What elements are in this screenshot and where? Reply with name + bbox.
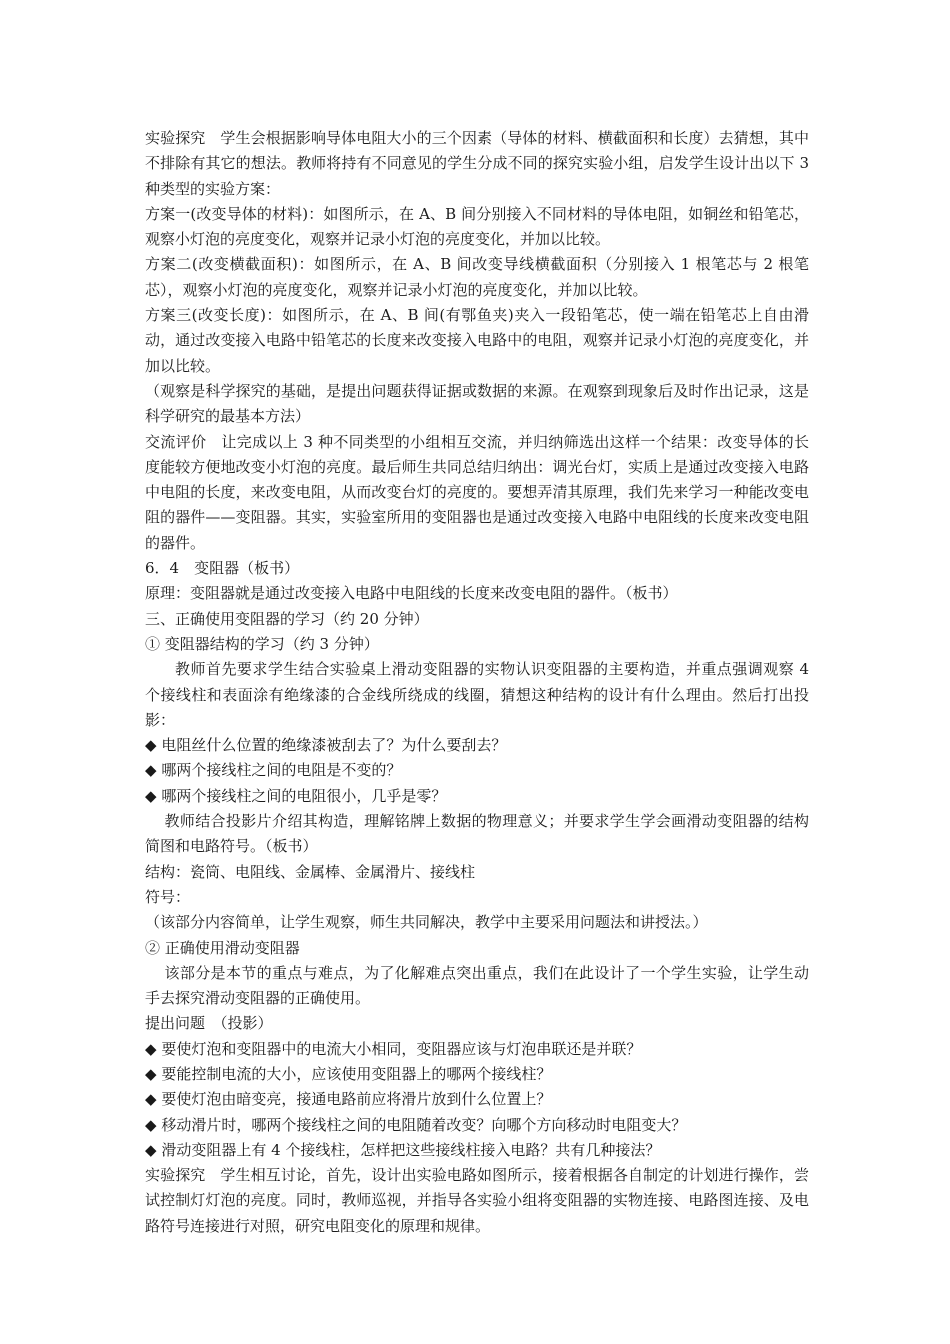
paragraph-text: 结构：瓷筒、电阻线、金属棒、金属滑片、接线柱: [145, 862, 476, 881]
paragraph-label: 实验探究: [145, 129, 206, 147]
paragraph: [145, 1163, 809, 1239]
paragraph-text: （观察是科学探究的基础，是提出问题获得证据或数据的来源。在观察到现象后及时作出记录，这是科学研究的最基本方法）: [145, 381, 809, 426]
paragraph-text: 要使灯泡由暗变亮，接通电路前应将滑片放到什么位置上？: [161, 1090, 552, 1109]
paragraph-text: 三、正确使用变阻器的学习（约 20 分钟）: [145, 609, 429, 628]
bullet-item: [145, 1113, 809, 1138]
paragraph: [145, 657, 809, 733]
paragraph-label: 交流评价: [145, 432, 207, 451]
paragraph: [145, 885, 809, 910]
paragraph-text: 学生会根据影响导体电阻大小的三个因素（导体的材料、横截面积和长度）去猜想，其中不排除有其它的想法。教师将持有不同意见的学生分成不同的探究实验小组，启发学生设计出以下 3 种类型的实验方案：: [145, 129, 809, 198]
paragraph-text: 方案一(改变导体的材料)：如图所示，在 A、B 间分别接入不同材料的导体电阻，如铜丝和铅笔芯，观察小灯泡的亮度变化，观察并记录小灯泡的亮度变化，并加以比较。: [145, 204, 809, 249]
paragraph: [145, 202, 809, 253]
bullet-item: [145, 758, 809, 783]
paragraph-label: 实验探究: [145, 1166, 206, 1185]
paragraph: [145, 910, 809, 935]
paragraph: [145, 607, 809, 632]
bullet-item: [145, 1138, 809, 1163]
paragraph-text: 该部分是本节的重点与难点，为了化解难点突出重点，我们在此设计了一个学生实验，让学生动手去探究滑动变阻器的正确使用。: [145, 963, 809, 1008]
paragraph-text: 6．4 变阻器（板书）: [145, 559, 300, 578]
document-body: [145, 126, 809, 1239]
bullet-item: [145, 1062, 809, 1087]
paragraph: [145, 252, 809, 303]
paragraph: [145, 1011, 809, 1036]
paragraph: [145, 809, 809, 860]
paragraph-text: 学生相互讨论，首先，设计出实验电路如图所示，接着根据各自制定的计划进行操作，尝试控制灯灯泡的亮度。同时，教师巡视，并指导各实验小组将变阻器的实物连接、电路图连接、及电路符号连接进行对照，研究电阻变化的原理和规律。: [145, 1166, 809, 1235]
paragraph-text: 符号：: [145, 887, 191, 906]
paragraph: [145, 632, 809, 657]
bullet-item: [145, 784, 809, 809]
paragraph: [145, 556, 809, 581]
paragraph: [145, 860, 809, 885]
paragraph-text: 让完成以上 3 种不同类型的小组相互交流，并归纳筛选出这样一个结果：改变导体的长度能较方便地改变小灯泡的亮度。最后师生共同总结归纳出：调光台灯，实质上是通过改变接入电路中电阻的长度，来改变电阻，从而改变台灯的亮度的。要想弄清其原理，我们先来学习一种能改变电阻的器件——变阻器。其实，实验室所用的变阻器也是通过改变接入电路中电阻线的长度来改变电阻的器件。: [145, 432, 809, 552]
bullet-item: [145, 733, 809, 758]
paragraph-text: 要能控制电流的大小，应该使用变阻器上的哪两个接线柱？: [161, 1064, 552, 1083]
paragraph-text: （该部分内容简单，让学生观察，师生共同解决，教学中主要采用问题法和讲授法。）: [145, 913, 708, 932]
paragraph-text: 方案三(改变长度)：如图所示，在 A、B 间(有鄂鱼夹)夹入一段铅笔芯，使一端在铅笔芯上自由滑动，通过改变接入电路中铅笔芯的长度来改变接入电路中的电阻，观察并记录小灯泡的亮度变化，并加以比较。: [145, 306, 809, 375]
paragraph: [145, 126, 809, 202]
paragraph-text: 移动滑片时，哪两个接线柱之间的电阻随着改变？向哪个方向移动时电阻变大？: [161, 1115, 687, 1134]
paragraph: [145, 303, 809, 379]
bullet-item: [145, 1087, 809, 1112]
paragraph-text: 电阻丝什么位置的绝缘漆被刮去了？为什么要刮去？: [161, 736, 507, 755]
bullet-item: [145, 1037, 809, 1062]
paragraph-text: 哪两个接线柱之间的电阻是不变的？: [161, 761, 402, 780]
paragraph-text: 教师结合投影片介绍其构造，理解铭牌上数据的物理意义；并要求学生学会画滑动变阻器的结构简图和电路符号。（板书）: [145, 812, 809, 856]
paragraph-text: 教师首先要求学生结合实验桌上滑动变阻器的实物认识变阻器的主要构造，并重点强调观察 4 个接线柱和表面涂有绝缘漆的合金线所绕成的线圈，猜想这种结构的设计有什么理由。然后打出投影：: [145, 660, 809, 729]
paragraph-text: 方案二(改变横截面积)：如图所示，在 A、B 间改变导线横截面积（分别接入 1 根笔芯与 2 根笔芯），观察小灯泡的亮度变化，观察并记录小灯泡的亮度变化，并加以比较。: [145, 255, 809, 299]
paragraph-text: 原理：变阻器就是通过改变接入电路中电阻线的长度来改变电阻的器件。（板书）: [145, 584, 678, 603]
paragraph-text: ① 变阻器结构的学习（约 3 分钟）: [145, 634, 379, 653]
paragraph: [145, 581, 809, 606]
paragraph-text: 哪两个接线柱之间的电阻很小，几乎是零？: [161, 786, 447, 805]
paragraph-text: 提出问题 （投影）: [145, 1014, 273, 1033]
paragraph-text: 滑动变阻器上有 4 个接线柱，怎样把这些接线柱接入电路？共有几种接法？: [161, 1140, 661, 1159]
paragraph: [145, 430, 809, 556]
paragraph-text: ② 正确使用滑动变阻器: [145, 938, 300, 957]
paragraph: [145, 379, 809, 430]
paragraph: [145, 936, 809, 961]
paragraph: [145, 961, 809, 1012]
paragraph-text: 要使灯泡和变阻器中的电流大小相同，变阻器应该与灯泡串联还是并联？: [161, 1039, 642, 1058]
